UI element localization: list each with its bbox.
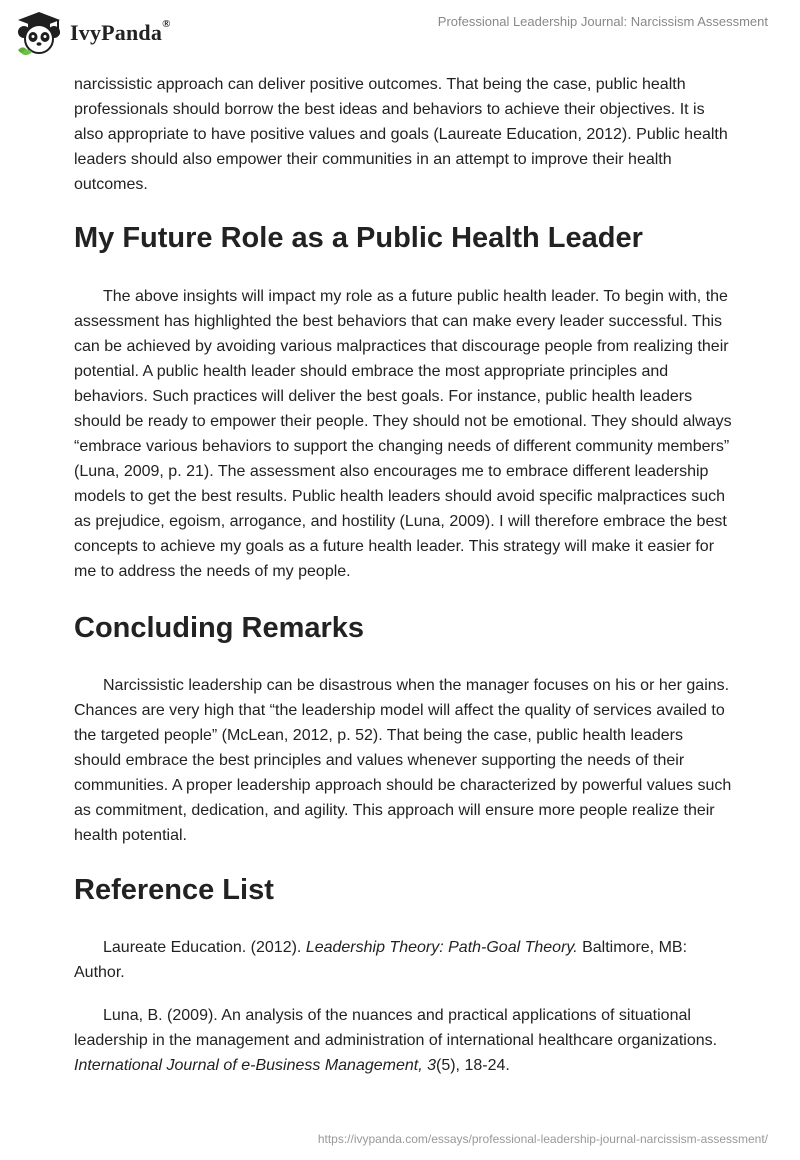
ivypanda-logo[interactable]: [14, 10, 171, 56]
page-header: [0, 0, 800, 70]
logo-wordmark: IvyPanda®: [70, 18, 171, 45]
section-heading-future-role: My Future Role as a Public Health Leader: [74, 222, 643, 254]
reference-title: Leadership Theory: Path-Goal Theory.: [305, 939, 578, 956]
section-heading-concluding-remarks: Concluding Remarks: [74, 612, 365, 644]
reference-list-heading: Reference List: [74, 874, 274, 906]
reference-item: Luna, B. (2009). An analysis of the nuances and practical applications of situational leadership in the management and administration of international healthcare organizations. International Journal of e-Business Management, 3(5), 18-24.: [74, 1007, 718, 1074]
panda-graduate-icon: [14, 10, 64, 56]
running-title: Professional Leadership Journal: Narcissism Assessment: [437, 14, 768, 29]
registered-mark: ®: [162, 18, 171, 30]
reference-item: Laureate Education. (2012). Leadership Theory: Path-Goal Theory. Baltimore, MB: Author.: [74, 939, 688, 981]
section-paragraph-concluding-remarks: Narcissistic leadership can be disastrous when the manager focuses on his or her gains. Chances are very high that “the leadership model will affect the quality of services availed to the targeted people” (McLean, 2012, p. 52). That being the case, public health leaders should embrace the best principles and values whenever supporting the needs of their communities. A proper leadership approach should be characterized by powerful values such as commitment, dedication, and agility. This approach will ensure more people realize their health potential.: [74, 677, 732, 844]
reference-journal: International Journal of e-Business Management, 3: [74, 1057, 436, 1074]
source-url[interactable]: https://ivypanda.com/essays/professional-leadership-journal-narcissism-assessment/: [317, 1132, 768, 1146]
article-body: [74, 72, 734, 1078]
intro-paragraph: narcissistic approach can deliver positive outcomes. That being the case, public health professionals should borrow the best ideas and behaviors to achieve their objectives. It is also appropriate to have positive values and goals (Laureate Education, 2012). Public health leaders should also empower their communities in an attempt to improve their health outcomes.: [74, 76, 728, 193]
section-paragraph-future-role: The above insights will impact my role as a future public health leader. To begin with, the assessment has highlighted the best behaviors that can make every leader successful. This can be achieved by avoiding various malpractices that discourage people from realizing their potential. A public health leader should embrace the most appropriate principles and behaviors. Such practices will deliver the best goals. For instance, public health leaders should be ready to empower their people. They should not be emotional. They should always “embrace various behaviors to support the changing needs of different community members” (Luna, 2009, p. 21). The assessment also encourages me to embrace different leadership models to get the best results. Public health leaders should avoid specific malpractices such as prejudice, egoism, arrogance, and hostility (Luna, 2009). I will therefore embrace the best concepts to achieve my goals as a future health leader. This strategy will make it easier for me to address the needs of my people.: [74, 288, 732, 580]
